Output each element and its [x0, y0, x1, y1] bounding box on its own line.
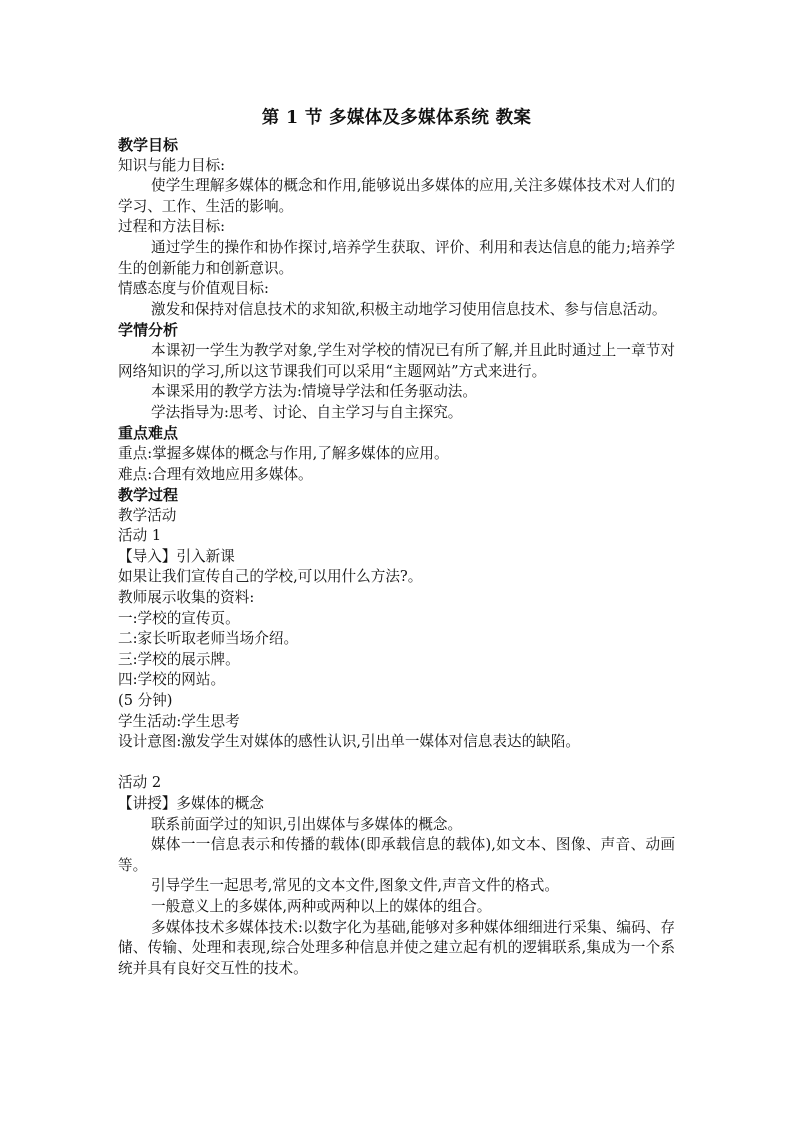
objectives-heading: 教学目标	[118, 136, 179, 154]
process-goal-text: 通过学生的操作和协作探讨,培养学生获取、评价、利用和表达信息的能力;培养学生的创新能力和创新意识。	[118, 238, 675, 277]
activity2-intro: 【讲授】多媒体的概念	[118, 795, 264, 812]
analysis-heading: 学情分析	[118, 321, 179, 340]
activity1-question: 如果让我们宣传自己的学校,可以用什么方法?。	[118, 568, 423, 586]
activity1-design: 设计意图:激发学生对媒体的感性认识,引出单一媒体对信息表达的缺陷。	[118, 733, 580, 751]
knowledge-label: 知识与能力目标:	[118, 156, 226, 174]
activity1-intro: 【导入】引入新课	[118, 547, 235, 565]
blank-line	[118, 753, 675, 774]
process-goal-label: 过程和方法目标:	[118, 218, 226, 236]
analysis-paragraph: 本课初一学生为教学对象,学生对学校的情况已有所了解,并且此时通过上一章节对网络知识的学习,所以这节课我们可以采用“主题网站”方式来进行。	[118, 341, 675, 380]
emotion-label: 情感态度与价值观目标:	[118, 280, 269, 298]
key-point: 重点:掌握多媒体的概念与作用,了解多媒体的应用。	[118, 444, 449, 462]
activity2-paragraph: 一般意义上的多媒体,两种或两种以上的媒体的组合。	[151, 897, 492, 915]
activities-label: 教学活动	[118, 506, 177, 524]
emotion-text: 激发和保持对信息技术的求知欲,积极主动地学习使用信息技术、参与信息活动。	[151, 300, 667, 318]
activity1-item: 四:学校的网站。	[118, 671, 226, 689]
difficult-point: 难点:合理有效地应用多媒体。	[118, 465, 313, 483]
activity2-paragraph: 引导学生一起思考,常见的文本文件,图象文件,声音文件的格式。	[151, 877, 559, 895]
activity2-paragraph: 媒体一一信息表示和传播的载体(即承载信息的载体),如文本、图像、声音、动画等。	[118, 836, 675, 874]
keypoints-heading: 重点难点	[118, 424, 179, 443]
analysis-method: 本课采用的教学方法为:情境导学法和任务驱动法。	[151, 383, 477, 401]
activity2-paragraph: 联系前面学过的知识,引出媒体与多媒体的概念。	[151, 815, 463, 833]
activity2-label: 活动 2	[118, 774, 162, 792]
analysis-guidance: 学法指导为:思考、讨论、自主学习与自主探究。	[151, 403, 463, 421]
activity1-student: 学生活动:学生思考	[118, 712, 240, 730]
activity1-time: (5 分钟)	[118, 692, 173, 710]
activity1-label: 活动 1	[118, 527, 162, 545]
activity1-item: 一:学校的宣传页。	[118, 609, 240, 627]
process-heading: 教学过程	[118, 486, 179, 505]
knowledge-text: 使学生理解多媒体的概念和作用,能够说出多媒体的应用,关注多媒体技术对人们的学习、工作、生活的影响。	[118, 177, 675, 215]
activity2-paragraph: 多媒体技术多媒体技术:以数字化为基础,能够对多种媒体细细进行采集、编码、存储、传输、处理和表现,综合处理多种信息并使之建立起有机的逻辑联系,集成为一个系统并具有良好交互性的技术。	[118, 918, 675, 977]
page-title: 第 1 节 多媒体及多媒体系统 教案	[261, 108, 532, 128]
activity1-item: 三:学校的展示牌。	[118, 650, 240, 668]
document-body	[118, 135, 675, 979]
activity1-item: 二:家长听取老师当场介绍。	[118, 630, 299, 648]
activity1-show: 教师展示收集的资料:	[118, 589, 255, 607]
